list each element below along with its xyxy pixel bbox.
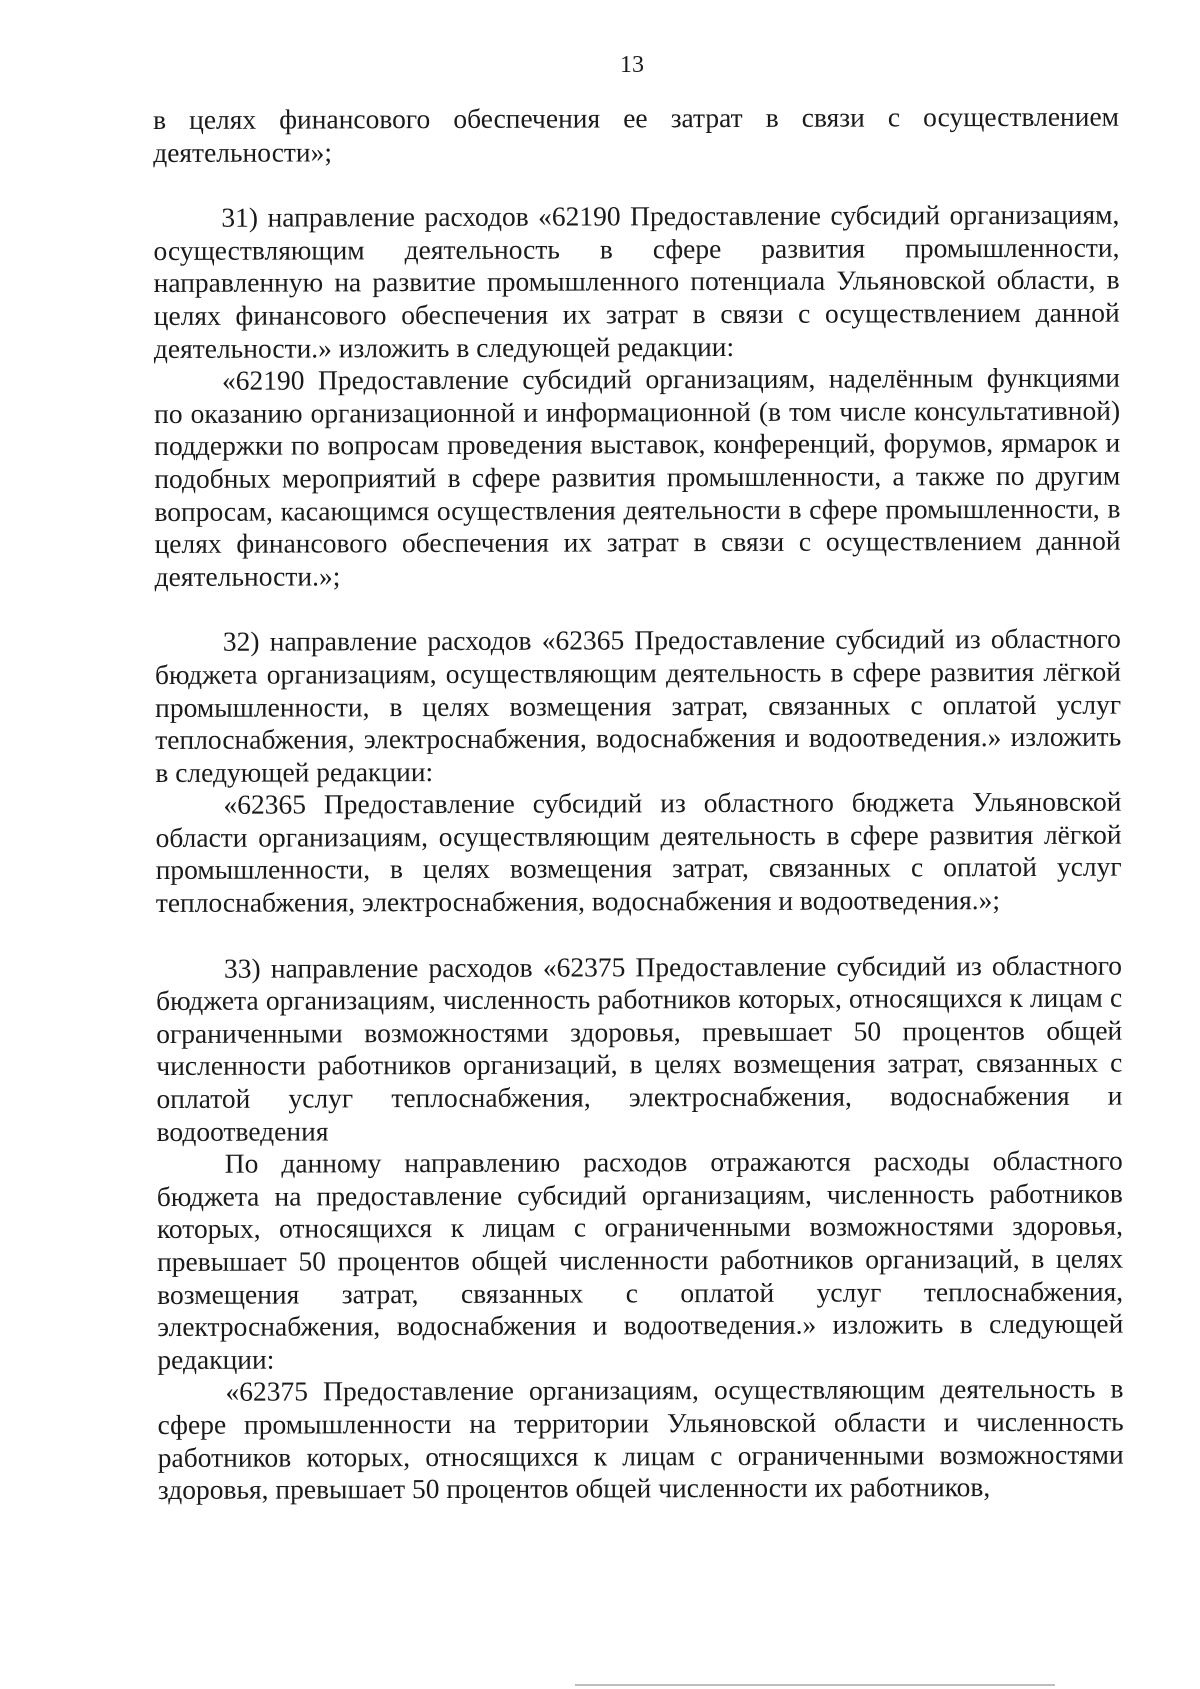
paragraph-item-32: 32) направление расходов «62365 Предоставление субсидий из областного бюджета организациям, осуществляющим деятельность в сфере развития лёгкой промышленности, в целях возмещения затрат, связанных с оплатой услуг теплоснабжения, электроснабжения, водоснабжения и водоотведения.» изложить в следующей редакции:	[154, 622, 1122, 788]
paragraph-continuation: в целях финансового обеспечения ее затрат в связи с осуществлением деятельности»;	[153, 100, 1120, 168]
document-body	[153, 101, 1124, 1507]
page-number: 13	[620, 52, 644, 78]
paragraph-item-31: 31) направление расходов «62190 Предоставление субсидий организациям, осуществляющим деятельность в сфере развития промышленности, направленную на развитие промышленного потенциала Ульяновской области, в целях финансового обеспечения их затрат в связи с осуществлением данной деятельности.» изложить в следующей редакции:	[153, 198, 1120, 364]
paragraph-item-32-new-wording: «62365 Предоставление субсидий из областного бюджета Ульяновской области организациям, осуществляющим деятельность в сфере развития лёгкой промышленности, в целях возмещения затрат, связанных с оплатой услуг теплоснабжения, электроснабжения, водоснабжения и водоотведения.»;	[155, 785, 1122, 919]
paragraph-item-33-new-wording: «62375 Предоставление организациям, осуществляющим деятельность в сфере промышленности на территории Ульяновской области и численность работников которых, относящихся к лицам с ограниченными возможностями здоровья, превышает 50 процентов общей численности их работников,	[157, 1372, 1124, 1506]
paragraph-item-33-description: По данному направлению расходов отражаются расходы областного бюджета на предоставление субсидий организациям, численность работников которых, относящихся к лицам с ограниченными возможностями здоровья, превышает 50 процентов общей численности работников организаций, в целях возмещения затрат, связанных с оплатой услуг теплоснабжения, электроснабжения, водоснабжения и водоотведения.» изложить в следующей редакции:	[156, 1144, 1124, 1375]
bottom-scan-line	[575, 1684, 1055, 1686]
paragraph-item-31-new-wording: «62190 Предоставление субсидий организациям, наделённым функциями по оказанию организационной и информационной (в том числе консультативной) поддержки по вопросам проведения выставок, конференций, форумов, ярмарок и подобных мероприятий в сфере развития промышленности, а также по другим вопросам, касающимся осуществления деятельности в сфере промышленности, в целях финансового обеспечения их затрат в связи с осуществлением данной деятельности.»;	[154, 361, 1121, 592]
paragraph-item-33: 33) направление расходов «62375 Предоставление субсидий из областного бюджета организациям, численность работников которых, относящихся к лицам с ограниченными возможностями здоровья, превышает 50 процентов общей численности работников организаций, в целях возмещения затрат, связанных с оплатой услуг теплоснабжения, электроснабжения, водоснабжения и водоотведения	[156, 949, 1123, 1147]
